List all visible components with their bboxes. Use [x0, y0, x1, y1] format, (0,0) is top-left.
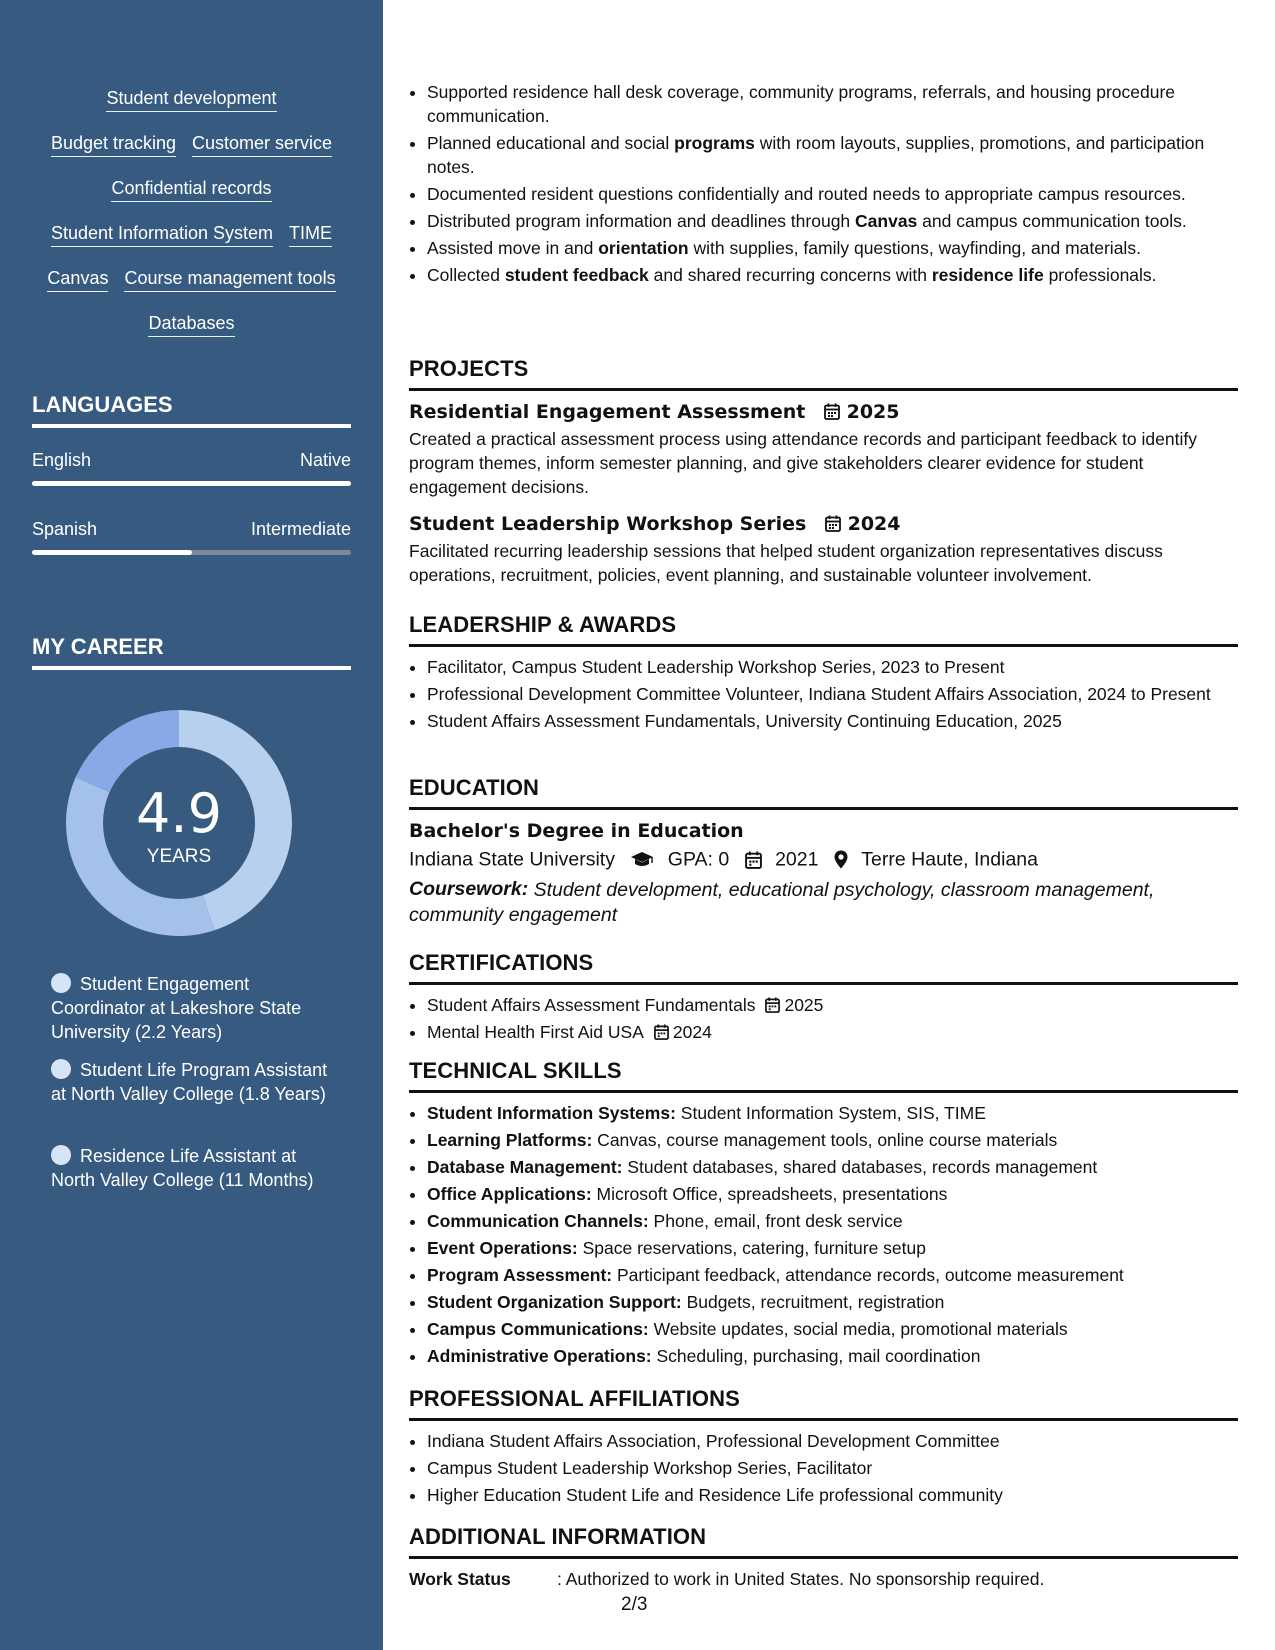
career-item-text: Student Life Program Assistant at North Valley College (1.8 Years) — [51, 1060, 328, 1104]
project-title: Residential Engagement Assessment 2025 — [409, 401, 900, 423]
main-content — [383, 0, 1275, 1650]
project-description: Facilitated recurring leadership sessions that helped student organization representatives discuss operations, recruitment, policies, event planning, and sustainable volunteer involvement. — [409, 541, 1163, 585]
language-level: Native — [299, 450, 351, 470]
work-status-label: Work Status — [409, 1569, 511, 1589]
skill-tag: Databases — [148, 313, 234, 337]
language-row-spanish — [32, 519, 351, 540]
career-dot-icon — [51, 1059, 71, 1079]
work-status-value: : Authorized to work in United States. No sponsorship required. — [557, 1569, 1045, 1589]
sidebar — [0, 0, 383, 1650]
gpa: GPA: 0 — [667, 848, 730, 871]
work-status-row — [409, 1567, 1238, 1591]
list-item: • Student Organization Support: Budgets, recruitment, registration — [427, 1290, 1238, 1314]
experience-bullets — [409, 80, 1238, 290]
coursework-label: Coursework: — [409, 878, 529, 901]
coursework — [409, 877, 1238, 927]
calendar-icon — [824, 403, 840, 420]
list-item: • Student Affairs Assessment Fundamentals 2025 — [427, 993, 1238, 1017]
list-item: • Campus Student Leadership Workshop Series, Facilitator — [427, 1456, 1238, 1480]
list-item: • Assisted move in and orientation with supplies, family questions, wayfinding, and materials. — [427, 236, 1238, 260]
location-pin-icon — [834, 850, 848, 869]
skill-tag: Customer service — [192, 133, 332, 157]
career-dot-icon — [51, 1145, 71, 1165]
skill-tag: Budget tracking — [51, 133, 176, 157]
graduation-year: 2021 — [775, 848, 819, 871]
school-name: Indiana State University — [409, 848, 615, 871]
language-bar-fill — [32, 481, 351, 486]
degree-title: Bachelor's Degree in Education — [409, 820, 744, 842]
list-item: • Student Information Systems: Student Information System, SIS, TIME — [427, 1101, 1238, 1125]
language-name: English — [32, 450, 92, 470]
project-description: Created a practical assessment process using attendance records and participant feedback to identify program themes, inform semester planning, and give stakeholders clearer evidence for student engagement decisions. — [409, 429, 1197, 497]
list-item: • Documented resident questions confidentially and routed needs to appropriate campus resources. — [427, 182, 1238, 206]
skills-row-2 — [0, 133, 383, 157]
list-item: • Supported residence hall desk coverage, community programs, referrals, and housing procedure communication. — [427, 80, 1238, 128]
page-number: 2/3 — [621, 1594, 648, 1615]
list-item: • Database Management: Student databases, shared databases, records management — [427, 1155, 1238, 1179]
education-section — [409, 775, 1238, 927]
list-item: • Campus Communications: Website updates, social media, promotional materials — [427, 1317, 1238, 1341]
career-item-text: Residence Life Assistant at North Valley College (11 Months) — [51, 1146, 314, 1190]
career-total-value: 4.9 — [136, 782, 222, 845]
language-name: Spanish — [32, 519, 98, 539]
career-donut-chart — [64, 708, 294, 938]
list-item: • Distributed program information and deadlines through Canvas and campus communication tools. — [427, 209, 1238, 233]
project-year: 2024 — [847, 513, 901, 535]
skill-tag: Student Information System — [51, 223, 273, 247]
skill-tag: Student development — [106, 88, 276, 112]
skills-row-1 — [0, 88, 383, 112]
skills-row-4 — [0, 223, 383, 247]
education-details — [409, 848, 1238, 871]
list-item: • Communication Channels: Phone, email, front desk service — [427, 1209, 1238, 1233]
school-location: Terre Haute, Indiana — [861, 848, 1038, 871]
list-item: • Administrative Operations: Scheduling, purchasing, mail coordination — [427, 1344, 1238, 1368]
skills-row-3 — [0, 178, 383, 202]
section-heading: PROJECTS — [409, 356, 1238, 391]
section-heading: TECHNICAL SKILLS — [409, 1058, 1238, 1093]
language-bar-fill — [32, 550, 192, 555]
additional-information-section — [409, 1524, 1238, 1591]
technical-skills-section — [409, 1058, 1238, 1371]
skill-tag: Course management tools — [124, 268, 335, 292]
graduation-cap-icon — [630, 851, 654, 869]
list-item: • Professional Development Committee Volunteer, Indiana Student Affairs Association, 2024 to Present — [427, 682, 1238, 706]
career-item — [51, 1058, 336, 1106]
list-item: • Collected student feedback and shared recurring concerns with residence life professionals. — [427, 263, 1238, 287]
section-heading: EDUCATION — [409, 775, 1238, 810]
list-item: • Facilitator, Campus Student Leadership Workshop Series, 2023 to Present — [427, 655, 1238, 679]
skill-tag: TIME — [289, 223, 332, 247]
career-heading: MY CAREER — [32, 634, 351, 670]
coursework-text: Student development, educational psychology, classroom management, community engagement — [409, 879, 1155, 927]
language-bar-spanish — [32, 550, 351, 555]
affiliations-section — [409, 1386, 1238, 1510]
section-heading: LEADERSHIP & AWARDS — [409, 612, 1238, 647]
projects-section — [409, 356, 1238, 587]
calendar-icon — [825, 515, 841, 532]
skill-tag: Confidential records — [111, 178, 271, 202]
calendar-icon — [745, 851, 762, 869]
list-item: • Office Applications: Microsoft Office, spreadsheets, presentations — [427, 1182, 1238, 1206]
career-item — [51, 1144, 336, 1192]
certifications-section — [409, 950, 1238, 1047]
list-item: • Higher Education Student Life and Residence Life professional community — [427, 1483, 1238, 1507]
career-item — [51, 972, 336, 1044]
list-item: • Indiana Student Affairs Association, Professional Development Committee — [427, 1429, 1238, 1453]
list-item: • Mental Health First Aid USA 2024 — [427, 1020, 1238, 1044]
language-row-english — [32, 450, 351, 471]
leadership-section — [409, 612, 1238, 736]
list-item: • Learning Platforms: Canvas, course management tools, online course materials — [427, 1128, 1238, 1152]
section-heading: CERTIFICATIONS — [409, 950, 1238, 985]
skills-row-6 — [0, 313, 383, 337]
calendar-icon — [654, 1024, 669, 1040]
languages-heading: LANGUAGES — [32, 392, 351, 428]
career-total-unit: YEARS — [146, 846, 212, 867]
career-dot-icon — [51, 973, 71, 993]
calendar-icon — [765, 997, 780, 1013]
list-item: • Event Operations: Space reservations, catering, furniture setup — [427, 1236, 1238, 1260]
career-item-text: Student Engagement Coordinator at Lakeshore State University (2.2 Years) — [51, 974, 302, 1042]
section-heading: ADDITIONAL INFORMATION — [409, 1524, 1238, 1559]
skills-row-5 — [0, 268, 383, 292]
list-item: • Planned educational and social programs with room layouts, supplies, promotions, and participation notes. — [427, 131, 1238, 179]
language-bar-english — [32, 481, 351, 486]
language-level: Intermediate — [250, 519, 351, 539]
list-item: • Program Assessment: Participant feedback, attendance records, outcome measurement — [427, 1263, 1238, 1287]
project-title: Student Leadership Workshop Series 2024 — [409, 513, 901, 535]
section-heading: PROFESSIONAL AFFILIATIONS — [409, 1386, 1238, 1421]
skill-tag: Canvas — [47, 268, 108, 292]
project-year: 2025 — [846, 401, 900, 423]
list-item: • Student Affairs Assessment Fundamentals, University Continuing Education, 2025 — [427, 709, 1238, 733]
